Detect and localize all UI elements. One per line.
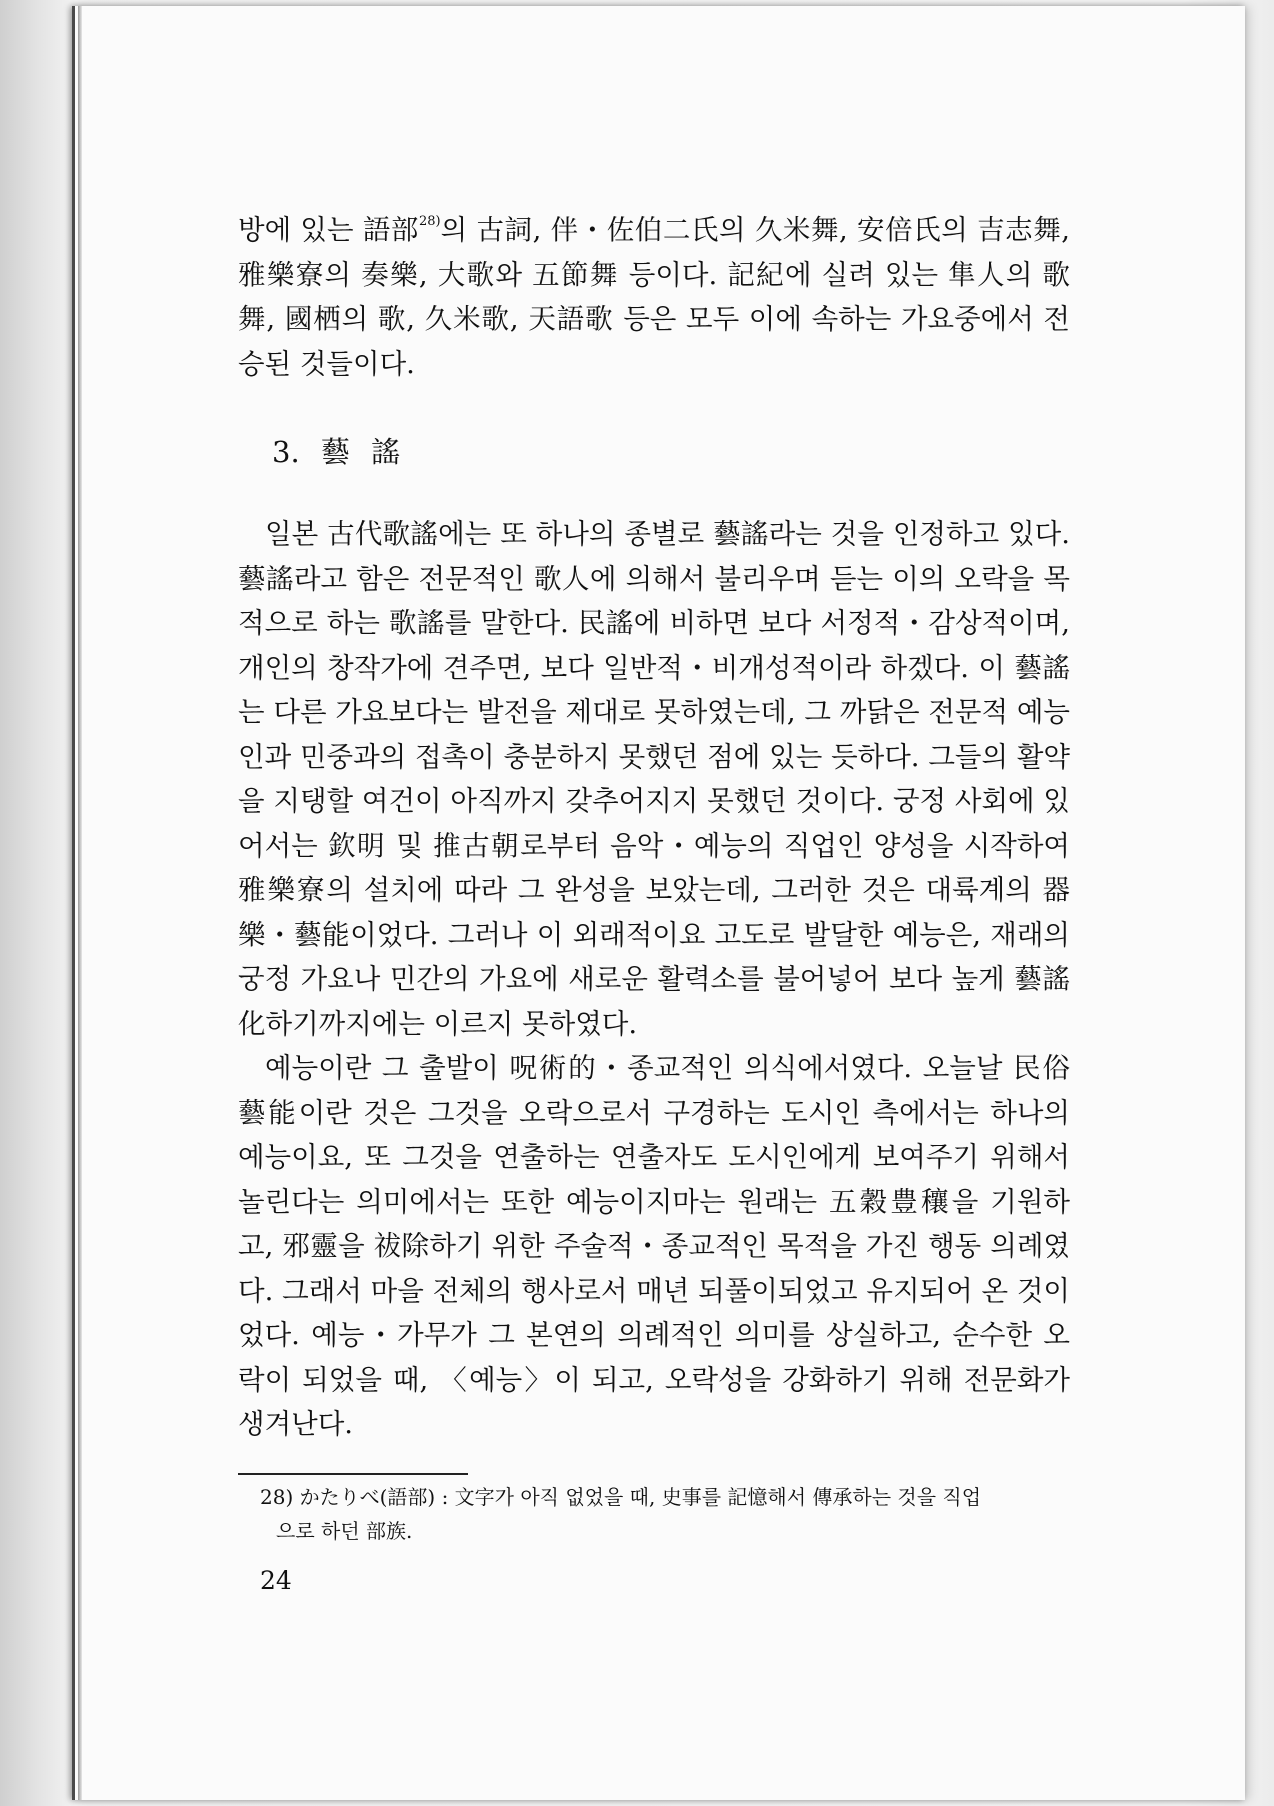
top-paragraph [238,208,1070,386]
top-paragraph-start: 방에 있는 語部 [238,214,419,246]
section-heading: 3. 藝 謠 [272,435,401,469]
footnote-continuation: 으로 하던 部族. [276,1519,413,1543]
footnote [260,1480,1080,1548]
page-number: 24 [260,1566,292,1595]
page-spine-shadow [78,6,82,1800]
paragraph-1: 일본 古代歌謠에는 또 하나의 종별로 藝謠라는 것을 인정하고 있다. 藝謠라고 함은 전문적인 歌人에 의해서 불리우며 듣는 이의 오락을 목적으로 하는 歌謠를 말한다. 民謠에 비하면 보다 서정적・감상적이며, 개인의 창작가에 견주면, 보다 일반적・비개성적이라 하겠다. 이 藝謠는 다른 가요보다는 발전을 제대로 못하였는데, 그 까닭은 전문적 예능인과 민중과의 접촉이 충분하지 못했던 점에 있는 듯하다. 그들의 활약을 지탱할 여건이 아직까지 갖추어지지 못했던 것이다. 궁정 사회에 있어서는 欽明 및 推古朝로부터 음악・예능의 직업인 양성을 시작하여 雅樂寮의 설치에 따라 그 완성을 보았는데, 그러한 것은 대륙계의 器樂・藝能이었다. 그러나 이 외래적이요 고도로 발달한 예능은, 재래의 궁정 가요나 민간의 가요에 새로운 활력소를 불어넣어 보다 높게 藝謠化하기까지에는 이르지 못하였다. [238,518,1070,1040]
footnote-text: かたりべ(語部) : 文字가 아직 없었을 때, 史事를 記憶해서 傳承하는 것을 직업 [299,1485,982,1509]
footnote-reference[interactable]: 28) [418,214,441,229]
footnote-marker: 28) [260,1485,294,1509]
footnote-divider [238,1473,468,1475]
paragraph-2: 예능이란 그 출발이 呪術的・종교적인 의식에서였다. 오늘날 民俗藝能이란 것은 그것을 오락으로서 구경하는 도시인 측에서는 하나의 예능이요, 또 그것을 연출하는 연출자도 도시인에게 보여주기 위해서 놀린다는 의미에서는 또한 예능이지마는 원래는 五穀豊穰을 기원하고, 邪靈을 祓除하기 위한 주술적・종교적인 목적을 가진 행동 의례였다. 그래서 마을 전체의 행사로서 매년 되풀이되었고 유지되어 온 것이었다. 예능・가무가 그 본연의 의례적인 의미를 상실하고, 순수한 오락이 되었을 때, 〈예능〉이 되고, 오락성을 강화하기 위해 전문화가 생겨난다. [238,1052,1070,1440]
top-paragraph-rest: 의 古詞, 伴・佐伯二氏의 久米舞, 安倍氏의 吉志舞, 雅樂寮의 奏樂, 大歌와 五節舞 등이다. 記紀에 실려 있는 隼人의 歌舞, 國栖의 歌, 久米歌, 天語歌 등은 모두 이에 속하는 가요중에서 전승된 것들이다. [238,214,1071,380]
main-text [238,512,1070,1447]
